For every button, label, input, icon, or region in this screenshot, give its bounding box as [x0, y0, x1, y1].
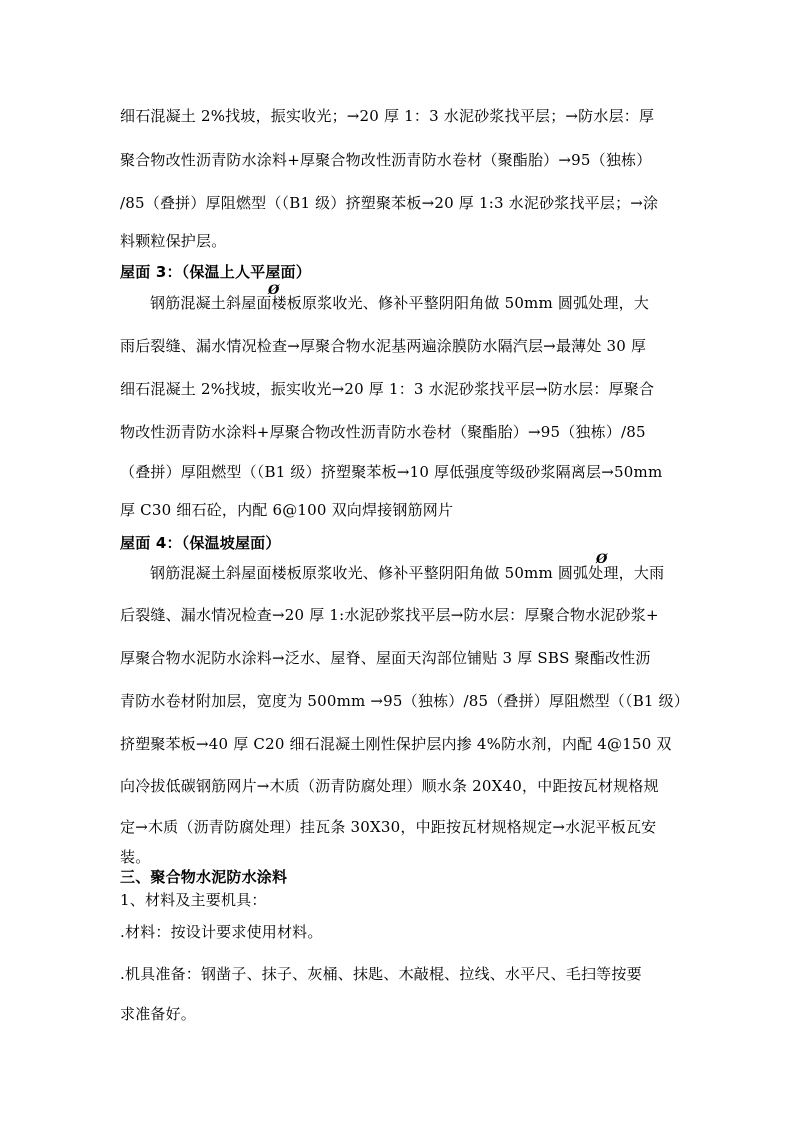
text-line: 钢筋混凝土斜屋面楼板原浆收光、修补平整阴阳角做 50mm 圆弧处理，大雨	[150, 564, 665, 582]
text-line: 钢筋混凝土斜屋面楼板原浆收光、修补平整阴阳角做 50mm 圆弧处理，大	[150, 294, 650, 312]
text-line: 向冷拔低碳钢筋网片→木质（沥青防腐处理）顺水条 20X40，中距按瓦材规格规	[120, 777, 659, 795]
text-line: （叠拼）厚阻燃型（（B1 级）挤塑聚苯板→10 厚低强度等级砂浆隔离层→50mm	[120, 463, 663, 481]
text-line: 青防水卷材附加层，宽度为 500mm →95（独栋）/85（叠拼）厚阻燃型（（B1 级）	[120, 692, 690, 710]
text-line: /85（叠拼）厚阻燃型（（B1 级）挤塑聚苯板→20 厚 1:3 水泥砂浆找平层；→涂	[120, 194, 659, 212]
text-line: 装。	[120, 848, 151, 866]
text-line: 聚合物改性沥青防水涂料+厚聚合物改性沥青防水卷材（聚酯胎）→95（独栋）	[120, 151, 652, 169]
materials-line: .材料：按设计要求使用材料。	[120, 923, 323, 941]
rebar-symbol: Ø	[596, 552, 608, 567]
text-line: 细石混凝土 2%找坡，振实收光→20 厚 1：3 水泥砂浆找平层→防水层：厚聚合	[120, 380, 655, 398]
section-heading-roof-4: 屋面 4：（保温坡屋面）	[120, 534, 281, 552]
text-line: 雨后裂缝、漏水情况检查→厚聚合物水泥基两遍涂膜防水隔汽层→最薄处 30 厚	[120, 337, 647, 355]
text-line: 定→木质（沥青防腐处理）挂瓦条 30X30，中距按瓦材规格规定→水泥平板瓦安	[120, 818, 657, 836]
list-item-1: 1、材料及主要机具：	[120, 891, 267, 909]
section-heading-3: 三、聚合物水泥防水涂料	[120, 868, 288, 886]
text-line: 料颗粒保护层。	[120, 232, 227, 250]
tools-line: 求准备好。	[120, 1005, 197, 1023]
text-line: 厚聚合物水泥防水涂料→泛水、屋脊、屋面天沟部位铺贴 3 厚 SBS 聚酯改性沥	[120, 649, 651, 667]
rebar-symbol: Ø	[268, 283, 280, 298]
section-heading-roof-3: 屋面 3：（保温上人平屋面）	[120, 263, 311, 281]
text-line: 物改性沥青防水涂料+厚聚合物改性沥青防水卷材（聚酯胎）→95（独栋）/85	[120, 423, 646, 441]
tools-line: .机具准备：钢凿子、抹子、灰桶、抹匙、木敲棍、拉线、水平尺、毛扫等按要	[120, 965, 642, 983]
text-line: 后裂缝、漏水情况检查→20 厚 1:水泥砂浆找平层→防水层：厚聚合物水泥砂浆+	[120, 606, 659, 624]
text-line: 挤塑聚苯板→40 厚 C20 细石混凝土刚性保护层内掺 4%防水剂，内配 4@150 双	[120, 735, 672, 753]
text-line: 厚 C30 细石砼，内配 6@100 双向焊接钢筋网片	[120, 501, 454, 519]
text-line: 细石混凝土 2%找坡，振实收光；→20 厚 1：3 水泥砂浆找平层；→防水层：厚	[120, 107, 655, 125]
